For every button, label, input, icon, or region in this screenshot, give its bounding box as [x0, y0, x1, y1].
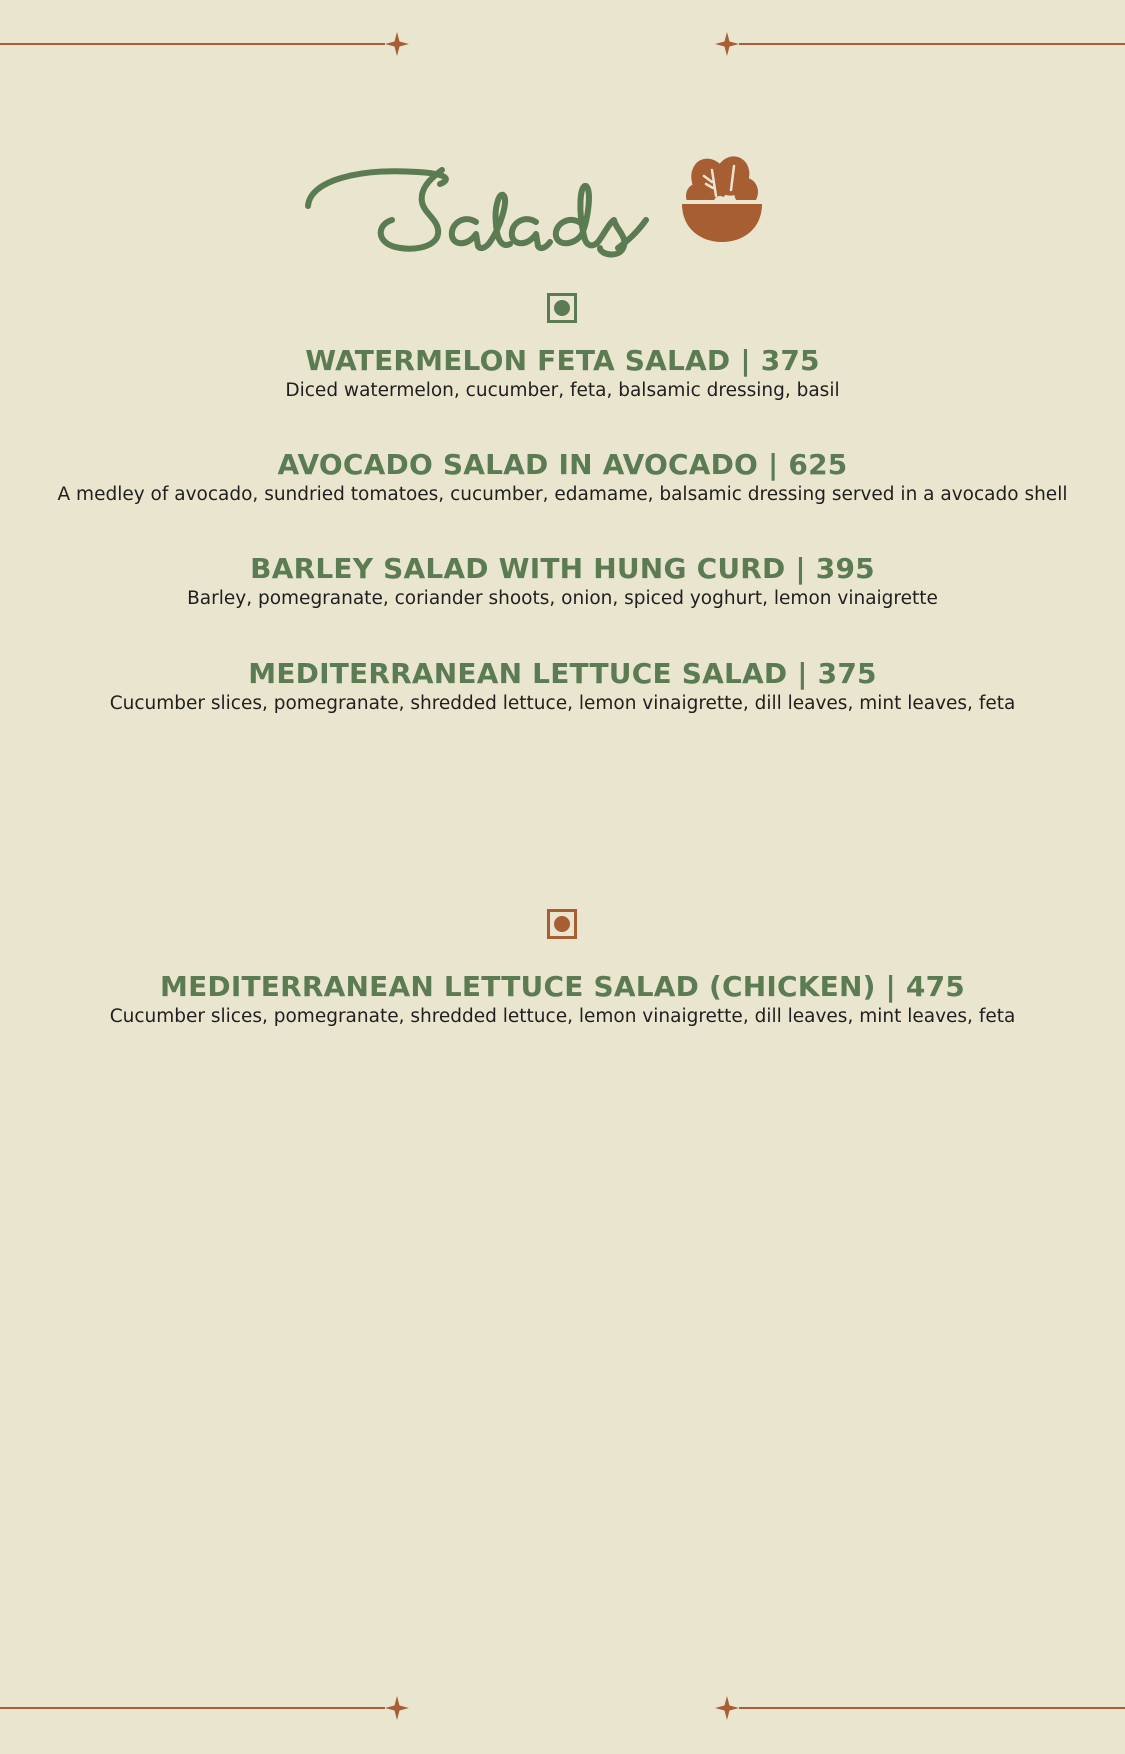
- item-description: Diced watermelon, cucumber, feta, balsamic dressing, basil: [285, 380, 840, 401]
- item-name: BARLEY SALAD WITH HUNG CURD | 395: [250, 552, 875, 585]
- bottom-left-rule: [0, 1707, 385, 1709]
- item-name: MEDITERRANEAN LETTUCE SALAD (CHICKEN) | 475: [160, 970, 965, 1003]
- item-name: WATERMELON FETA SALAD | 375: [305, 344, 820, 377]
- top-left-rule: [0, 43, 385, 45]
- menu-item: [0, 657, 1125, 717]
- top-right-rule: [739, 43, 1125, 45]
- menu-item: [0, 970, 1125, 1030]
- menu-item: [0, 448, 1125, 508]
- veg-marker-icon: [547, 293, 577, 323]
- menu-item: [0, 344, 1125, 404]
- item-description: Barley, pomegranate, coriander shoots, onion, spiced yoghurt, lemon vinaigrette: [187, 588, 938, 609]
- salad-bowl-icon: [676, 152, 768, 244]
- item-description: A medley of avocado, sundried tomatoes, cucumber, edamame, balsamic dressing served in a avocado shell: [57, 484, 1068, 505]
- page-title: [300, 150, 680, 260]
- four-point-star-icon: [385, 1696, 409, 1720]
- bottom-right-rule: [739, 1707, 1125, 1709]
- item-description: Cucumber slices, pomegranate, shredded lettuce, lemon vinaigrette, dill leaves, mint leaves, feta: [109, 693, 1016, 714]
- nonveg-marker-icon: [547, 909, 577, 939]
- item-name: AVOCADO SALAD IN AVOCADO | 625: [277, 448, 848, 481]
- item-description: Cucumber slices, pomegranate, shredded lettuce, lemon vinaigrette, dill leaves, mint leaves, feta: [109, 1006, 1016, 1027]
- nonveg-marker-dot: [554, 916, 570, 932]
- four-point-star-icon: [715, 32, 739, 56]
- four-point-star-icon: [715, 1696, 739, 1720]
- veg-marker-dot: [554, 300, 570, 316]
- menu-item: [0, 552, 1125, 612]
- four-point-star-icon: [385, 32, 409, 56]
- item-name: MEDITERRANEAN LETTUCE SALAD | 375: [248, 657, 877, 690]
